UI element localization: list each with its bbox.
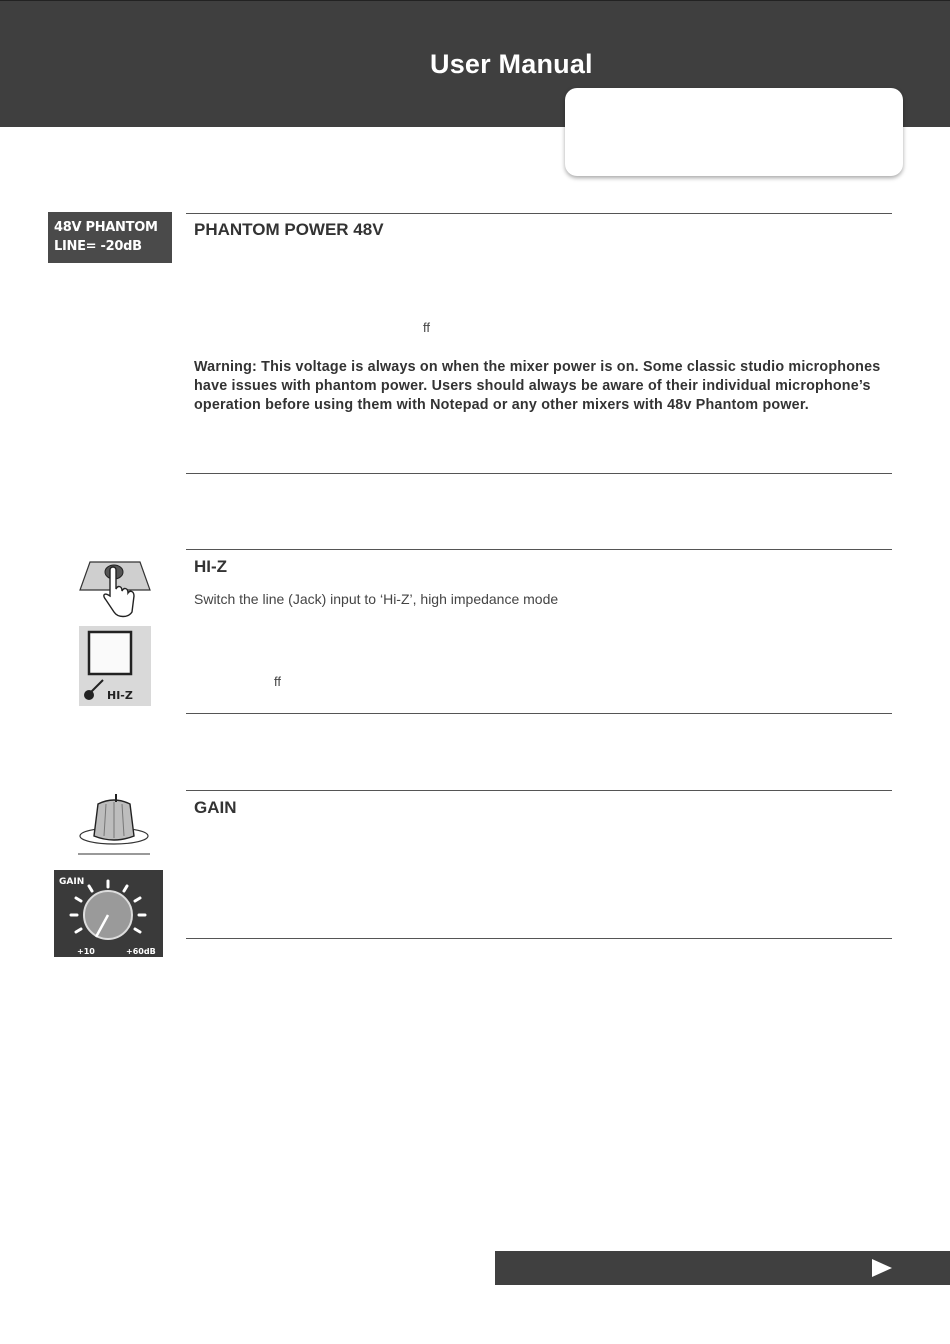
phantom-text-fragment: ff bbox=[423, 320, 430, 335]
hiz-description: Switch the line (Jack) input to ‘Hi-Z’, high impedance mode bbox=[194, 591, 559, 607]
play-arrow-icon[interactable] bbox=[871, 1258, 893, 1278]
hiz-button-image bbox=[79, 626, 151, 706]
section-divider bbox=[186, 713, 892, 714]
section-divider bbox=[186, 213, 892, 214]
page-header bbox=[0, 0, 950, 127]
footer-bar bbox=[495, 1251, 950, 1285]
phantom-section-title: PHANTOM POWER 48V bbox=[194, 220, 384, 239]
section-divider bbox=[186, 549, 892, 550]
phantom-warning: Warning: This voltage is always on when the mixer power is on. Some classic studio microphones have issues with phantom power. Users should always be aware of their individual microphone’s operation before using them with Notepad or any other mixers with 48v Phantom power. bbox=[194, 359, 881, 413]
phantom-badge-line1: 48V PHANTOM bbox=[54, 220, 158, 235]
hiz-section-title: HI-Z bbox=[194, 557, 228, 576]
gain-knob-label: GAIN bbox=[59, 877, 85, 887]
gain-knob-image bbox=[54, 870, 163, 957]
gain-min-label: +10 bbox=[77, 947, 95, 956]
knob-icon bbox=[76, 788, 152, 856]
gain-max-label: +60dB bbox=[126, 947, 156, 956]
hiz-text-fragment: ff bbox=[274, 674, 281, 689]
page-title: User Manual bbox=[430, 49, 593, 79]
hiz-button-label: HI-Z bbox=[107, 689, 133, 702]
phantom-badge-line2: LINE= -20dB bbox=[54, 239, 142, 254]
header-label-box bbox=[565, 88, 903, 176]
gain-section-title: GAIN bbox=[194, 798, 237, 817]
section-divider bbox=[186, 938, 892, 939]
phantom-switch-image bbox=[48, 212, 172, 263]
press-hand-icon bbox=[76, 548, 152, 620]
section-divider bbox=[186, 790, 892, 791]
section-divider bbox=[186, 473, 892, 474]
